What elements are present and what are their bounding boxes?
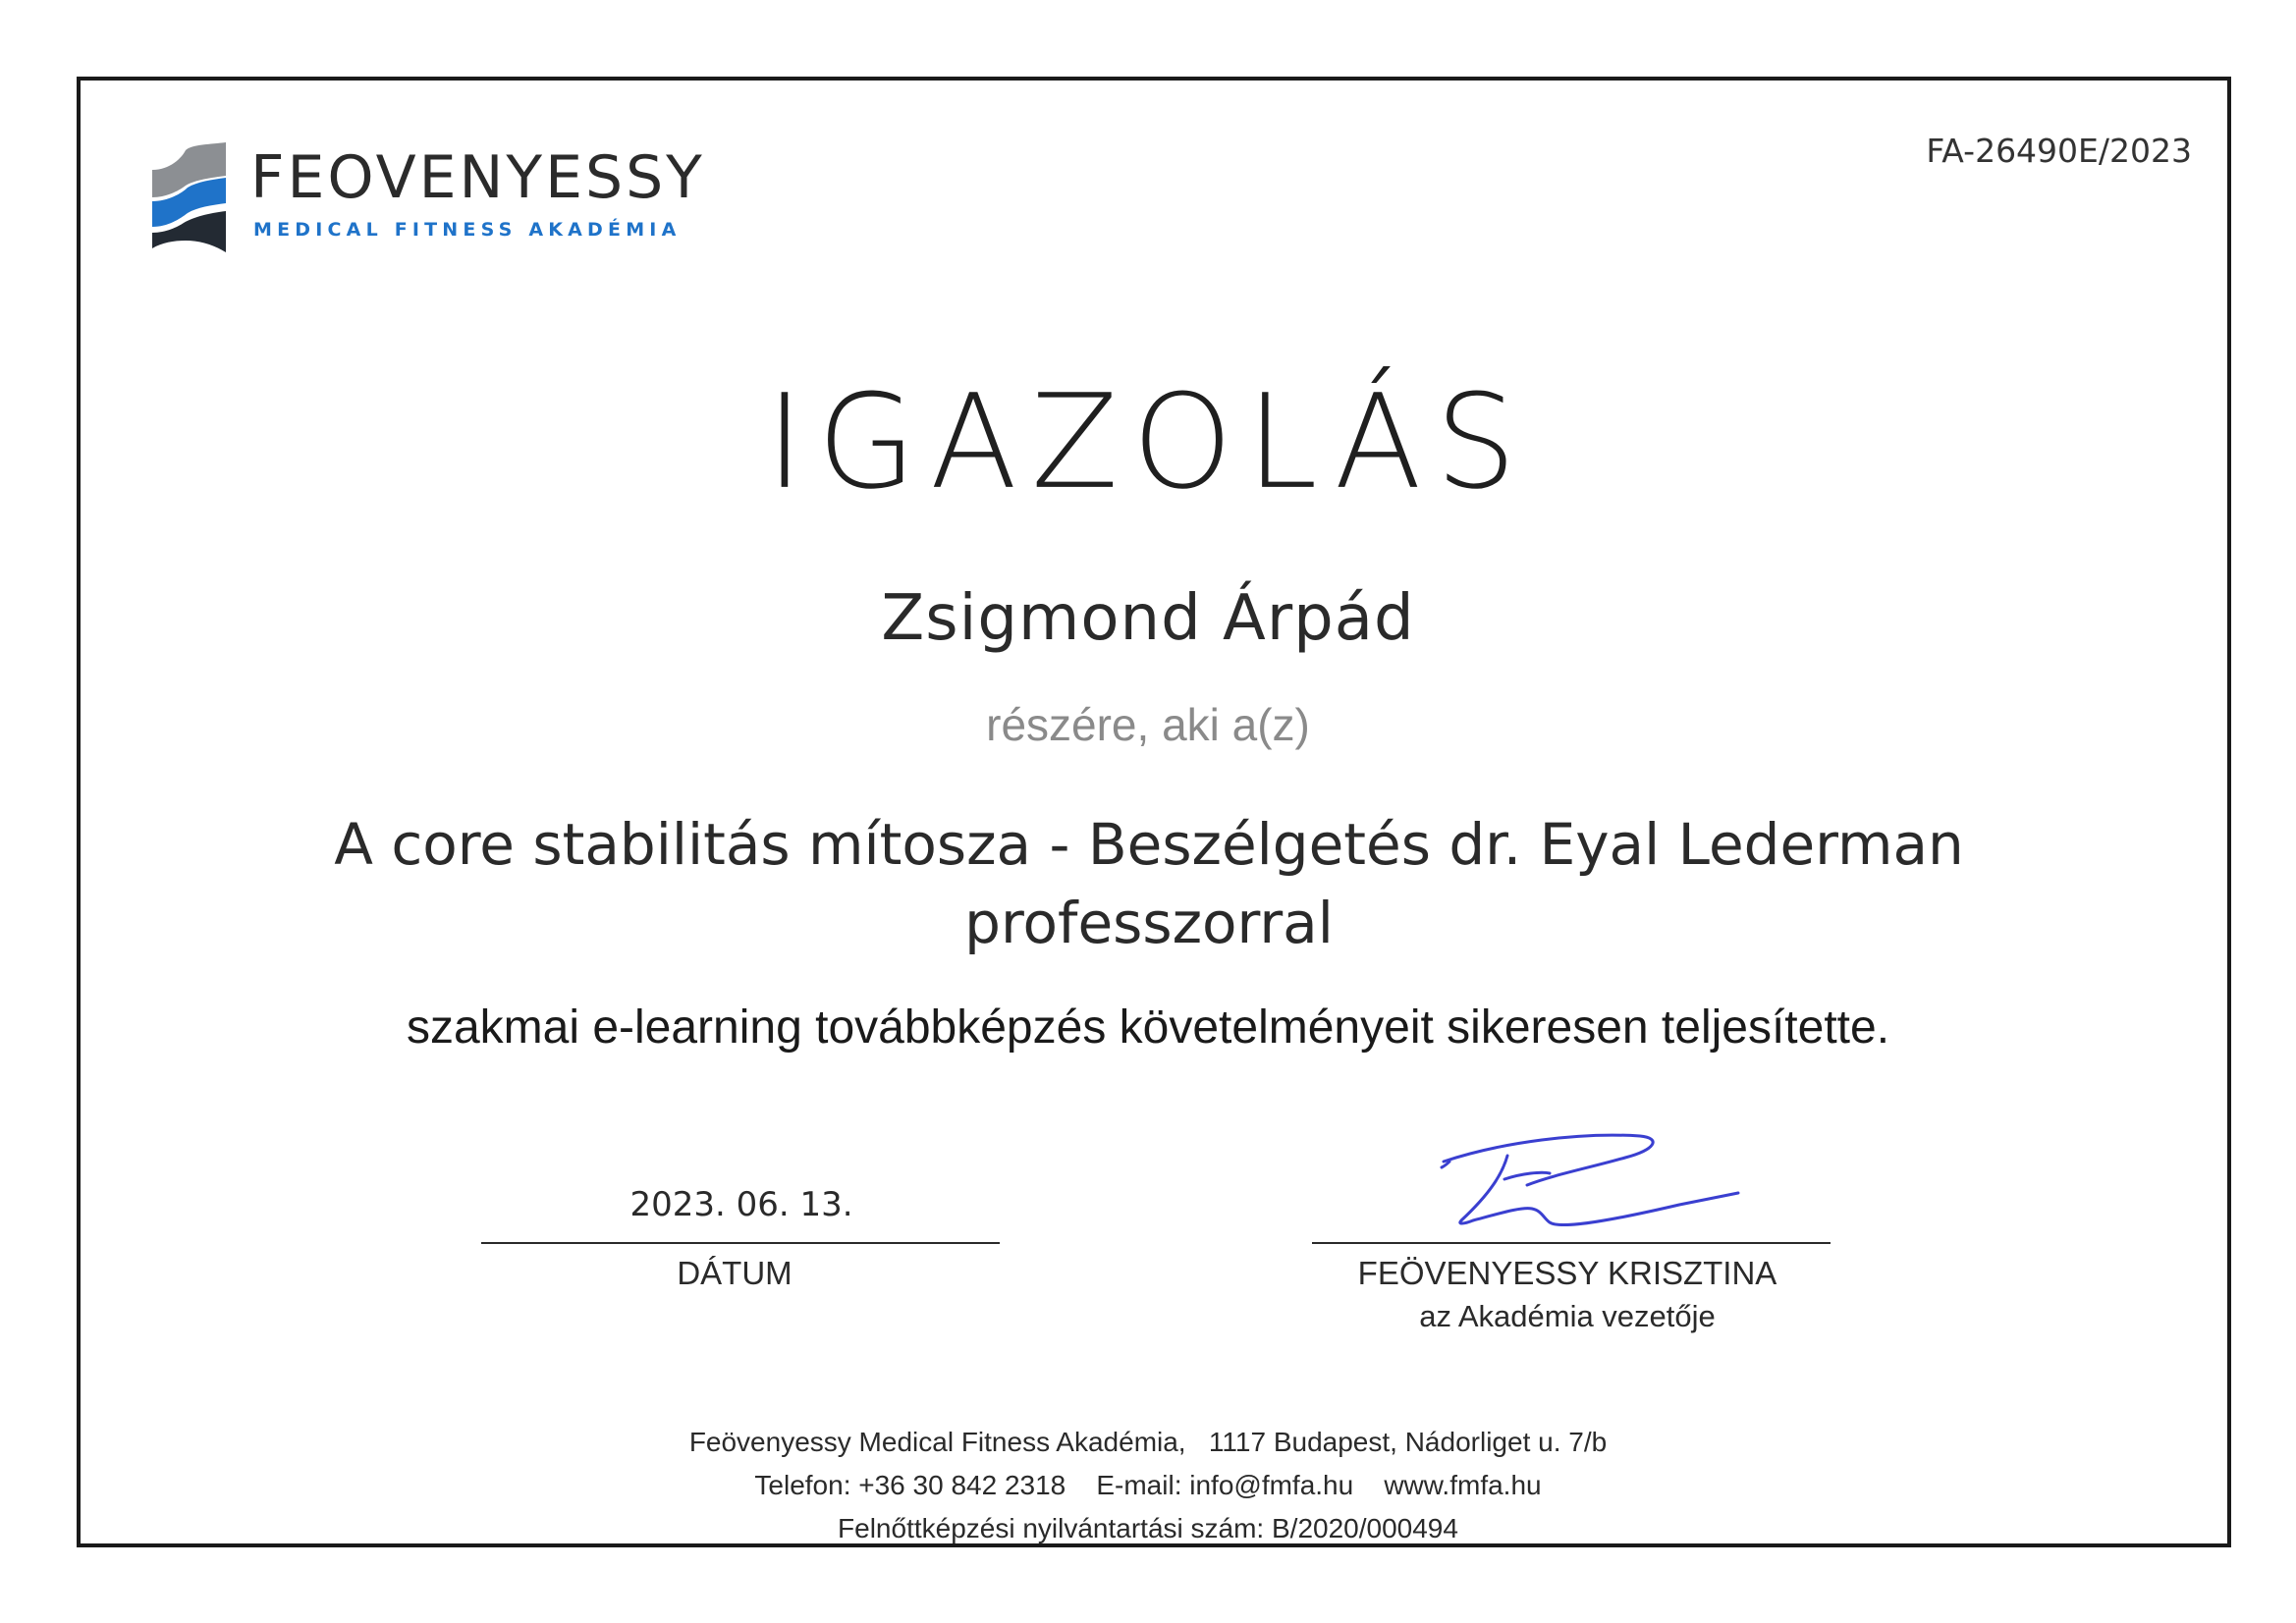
- footer-address: Feövenyessy Medical Fitness Akadémia, 1117 Budapest, Nádorliget u. 7/b: [688, 1427, 1608, 1457]
- certificate-id: FA-26490E/2023: [1926, 132, 2192, 170]
- for-text: részére, aki a(z): [986, 699, 1310, 750]
- date-line: [481, 1242, 1000, 1244]
- footer-contact: Telefon: +36 30 842 2318 E-mail: info@fmfa.hu www.fmfa.hu: [754, 1470, 1542, 1500]
- academy-logo: [152, 142, 722, 255]
- signatory-name: FEÖVENYESSY KRISZTINA: [1357, 1255, 1777, 1291]
- recipient-name: Zsigmond Árpád: [881, 582, 1415, 655]
- handwritten-signature: [1434, 1124, 1748, 1242]
- course-title: A core stabilitás mítosza - Beszélgetés dr. Eyal Lederman professzorral: [334, 811, 1964, 956]
- certificate-title: [0, 365, 2296, 518]
- logo-mark-icon: [152, 142, 226, 252]
- signature-line: [1312, 1242, 1831, 1244]
- signatory-role: az Akadémia vezetője: [1419, 1299, 1716, 1333]
- completion-statement: szakmai e-learning továbbképzés követelményeit sikeresen teljesítette.: [406, 1001, 1890, 1054]
- logo-subtitle: MEDICAL FITNESS AKADÉMIA: [253, 219, 682, 241]
- certificate-title-text: IGAZOLÁS: [765, 365, 1531, 518]
- date-value: 2023. 06. 13.: [629, 1185, 853, 1224]
- logo-name: FEOVENYESSY: [250, 143, 705, 212]
- date-label: DÁTUM: [677, 1255, 793, 1291]
- footer-registration: Felnőttképzési nyilvántartási szám: B/2020/000494: [838, 1513, 1458, 1543]
